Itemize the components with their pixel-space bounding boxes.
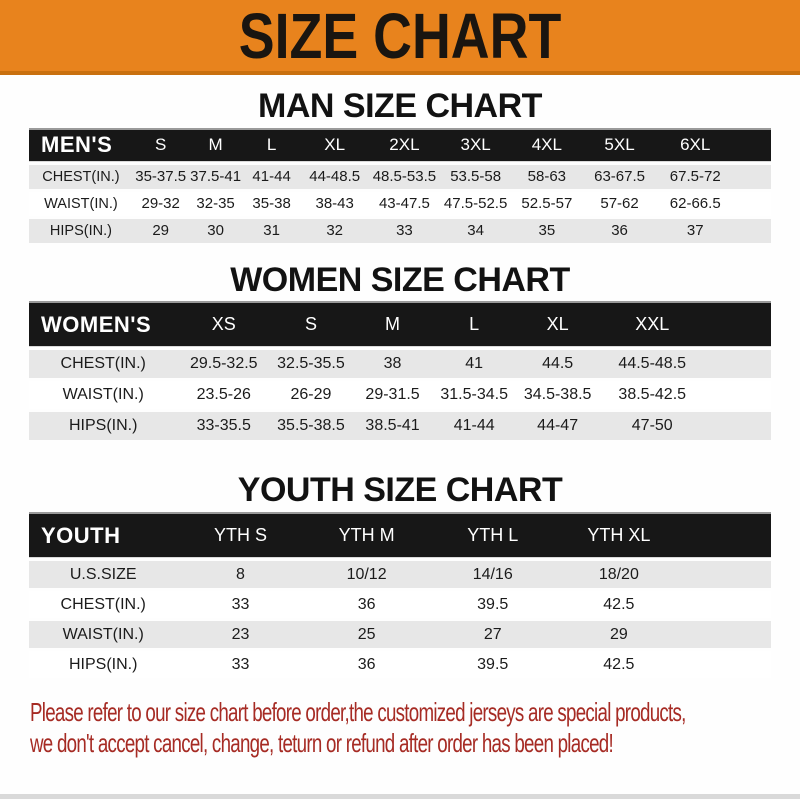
- men-col-header: 3XL: [440, 128, 511, 162]
- youth-row-spacer: [682, 621, 771, 648]
- youth-cell: 33: [177, 591, 303, 618]
- women-col-header: XL: [515, 301, 600, 347]
- men-hips-row: [29, 219, 771, 243]
- women-col-header: S: [270, 301, 352, 347]
- women-chest-row: [29, 350, 771, 378]
- men-row-label: CHEST(IN.): [29, 165, 133, 189]
- men-cell: 30: [189, 219, 243, 243]
- women-cell: 32.5-35.5: [270, 350, 352, 378]
- men-cell: 57-62: [582, 192, 656, 216]
- man-section-heading: MAN SIZE CHART: [258, 87, 542, 125]
- youth-size-table: [29, 509, 771, 681]
- women-cell: 41: [433, 350, 515, 378]
- youth-cell: 39.5: [430, 591, 556, 618]
- youth-cell: 27: [430, 621, 556, 648]
- men-cell: 33: [369, 219, 440, 243]
- footer-note-line1: Please refer to our size chart before order,the customized jerseys are special products,: [30, 697, 686, 728]
- youth-cell: 42.5: [556, 591, 682, 618]
- women-cell: 34.5-38.5: [515, 381, 600, 409]
- men-cell: 35-37.5: [133, 165, 189, 189]
- women-row-label: CHEST(IN.): [29, 350, 177, 378]
- men-corner-label: MEN'S: [29, 128, 133, 162]
- men-cell: 43-47.5: [369, 192, 440, 216]
- women-col-header: XXL: [600, 301, 704, 347]
- men-header-spacer: [734, 128, 771, 162]
- women-cell: 23.5-26: [177, 381, 270, 409]
- men-cell: 52.5-57: [511, 192, 582, 216]
- women-cell: 26-29: [270, 381, 352, 409]
- bottom-strip: [0, 794, 800, 799]
- youth-chest-row: [29, 591, 771, 618]
- youth-cell: 10/12: [304, 561, 430, 588]
- men-cell: 32-35: [189, 192, 243, 216]
- men-cell: 31: [243, 219, 301, 243]
- youth-row-spacer: [682, 651, 771, 678]
- men-row-spacer: [734, 192, 771, 216]
- youth-header-bar: [29, 512, 771, 558]
- youth-col-header: YTH S: [177, 512, 303, 558]
- men-cell: 37.5-41: [189, 165, 243, 189]
- youth-row-spacer: [682, 591, 771, 618]
- men-col-header: 5XL: [582, 128, 656, 162]
- youth-hips-row: [29, 651, 771, 678]
- men-col-header: 6XL: [657, 128, 734, 162]
- youth-row-spacer: [682, 561, 771, 588]
- youth-cell: 36: [304, 651, 430, 678]
- men-cell: 44-48.5: [301, 165, 369, 189]
- youth-cell: 42.5: [556, 651, 682, 678]
- youth-col-header: YTH M: [304, 512, 430, 558]
- women-row-spacer: [704, 412, 771, 440]
- youth-row-label: HIPS(IN.): [29, 651, 177, 678]
- women-cell: 38: [352, 350, 434, 378]
- youth-corner-label: YOUTH: [29, 512, 177, 558]
- footer-note-line2: we don't accept cancel, change, teturn or refund after order has been placed!: [30, 728, 613, 759]
- youth-cell: 33: [177, 651, 303, 678]
- youth-waist-row: [29, 621, 771, 648]
- women-hips-row: [29, 412, 771, 440]
- men-row-label: WAIST(IN.): [29, 192, 133, 216]
- youth-cell: 14/16: [430, 561, 556, 588]
- youth-section-heading: YOUTH SIZE CHART: [237, 471, 563, 510]
- men-cell: 36: [582, 219, 656, 243]
- men-cell: 67.5-72: [657, 165, 734, 189]
- women-cell: 33-35.5: [177, 412, 270, 440]
- youth-cell: 36: [304, 591, 430, 618]
- men-cell: 37: [657, 219, 734, 243]
- men-cell: 53.5-58: [440, 165, 511, 189]
- men-cell: 35: [511, 219, 582, 243]
- youth-col-header: YTH XL: [556, 512, 682, 558]
- youth-cell: 29: [556, 621, 682, 648]
- women-row-label: WAIST(IN.): [29, 381, 177, 409]
- women-header-spacer: [704, 301, 771, 347]
- men-col-header: 2XL: [369, 128, 440, 162]
- youth-row-label: U.S.SIZE: [29, 561, 177, 588]
- youth-cell: 18/20: [556, 561, 682, 588]
- women-section-heading: WOMEN SIZE CHART: [230, 260, 570, 299]
- women-row-spacer: [704, 350, 771, 378]
- women-cell: 44.5-48.5: [600, 350, 704, 378]
- women-col-header: XS: [177, 301, 270, 347]
- women-row-label: HIPS(IN.): [29, 412, 177, 440]
- men-cell: 62-66.5: [657, 192, 734, 216]
- men-cell: 41-44: [243, 165, 301, 189]
- women-col-header: L: [433, 301, 515, 347]
- men-col-header: S: [133, 128, 189, 162]
- men-row-label: HIPS(IN.): [29, 219, 133, 243]
- women-cell: 35.5-38.5: [270, 412, 352, 440]
- men-cell: 63-67.5: [582, 165, 656, 189]
- youth-cell: 39.5: [430, 651, 556, 678]
- women-cell: 47-50: [600, 412, 704, 440]
- men-size-table: [29, 125, 771, 246]
- women-cell: 38.5-41: [352, 412, 434, 440]
- men-row-spacer: [734, 219, 771, 243]
- women-waist-row: [29, 381, 771, 409]
- women-row-spacer: [704, 381, 771, 409]
- men-cell: 34: [440, 219, 511, 243]
- men-cell: 35-38: [243, 192, 301, 216]
- women-size-table: [29, 298, 771, 443]
- men-col-header: XL: [301, 128, 369, 162]
- men-cell: 32: [301, 219, 369, 243]
- banner-title: SIZE CHART: [238, 0, 562, 72]
- women-col-header: M: [352, 301, 434, 347]
- banner: [0, 0, 800, 75]
- youth-col-header: YTH L: [430, 512, 556, 558]
- youth-cell: 23: [177, 621, 303, 648]
- women-cell: 31.5-34.5: [433, 381, 515, 409]
- women-cell: 38.5-42.5: [600, 381, 704, 409]
- women-cell: 29.5-32.5: [177, 350, 270, 378]
- men-header-bar: [29, 128, 771, 162]
- men-cell: 47.5-52.5: [440, 192, 511, 216]
- men-cell: 29-32: [133, 192, 189, 216]
- women-cell: 41-44: [433, 412, 515, 440]
- footer-note: [30, 697, 686, 759]
- men-cell: 58-63: [511, 165, 582, 189]
- men-col-header: 4XL: [511, 128, 582, 162]
- men-cell: 38-43: [301, 192, 369, 216]
- youth-cell: 8: [177, 561, 303, 588]
- men-col-header: L: [243, 128, 301, 162]
- youth-ussize-row: [29, 561, 771, 588]
- women-cell: 44-47: [515, 412, 600, 440]
- women-cell: 44.5: [515, 350, 600, 378]
- men-col-header: M: [189, 128, 243, 162]
- men-cell: 29: [133, 219, 189, 243]
- women-header-bar: [29, 301, 771, 347]
- women-corner-label: WOMEN'S: [29, 301, 177, 347]
- men-waist-row: [29, 192, 771, 216]
- men-row-spacer: [734, 165, 771, 189]
- youth-header-spacer: [682, 512, 771, 558]
- youth-row-label: WAIST(IN.): [29, 621, 177, 648]
- men-cell: 48.5-53.5: [369, 165, 440, 189]
- youth-cell: 25: [304, 621, 430, 648]
- women-cell: 29-31.5: [352, 381, 434, 409]
- youth-row-label: CHEST(IN.): [29, 591, 177, 618]
- men-chest-row: [29, 165, 771, 189]
